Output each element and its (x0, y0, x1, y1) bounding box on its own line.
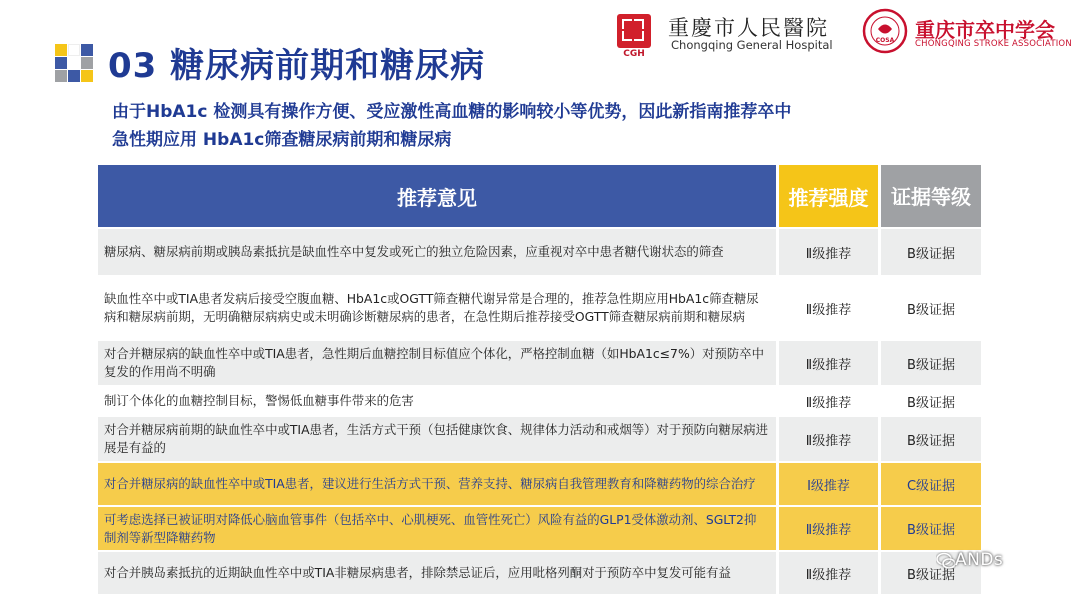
recommendation-cell: 对合并糖尿病前期的缺血性卒中或TIA患者，生活方式干预（包括健康饮食、规律体力活动和戒烟等）对于预防向糖尿病进展是有益的 (98, 417, 776, 461)
evidence-cell: B级证据 (881, 507, 981, 550)
hospital-name-cn: 重慶市人民醫院 (668, 16, 829, 40)
seal-text: COSA (875, 37, 895, 44)
header-recommendation: 推荐意见 (98, 165, 776, 227)
strength-cell: Ⅰ级推荐 (779, 463, 878, 505)
evidence-cell: B级证据 (881, 277, 981, 339)
wechat-icon (936, 552, 956, 570)
table-row (98, 341, 981, 385)
table-row (98, 552, 981, 594)
recommendation-cell: 缺血性卒中或TIA患者发病后接受空腹血糖、HbA1c或OGTT筛查糖代谢异常是合理的，推荐急性期应用HbA1c筛查糖尿病和糖尿病前期，无明确糖尿病病史或未明确诊断糖尿病的患者，在急性期后推荐接受OGTT筛查糖尿病前期和糖尿病 (98, 277, 776, 339)
table-row (98, 417, 981, 461)
evidence-cell: B级证据 (881, 341, 981, 385)
hospital-abbr: CGH (623, 49, 645, 59)
strength-cell: Ⅱ级推荐 (779, 387, 878, 415)
hospital-name-en: Chongqing General Hospital (671, 38, 833, 52)
evidence-cell: B级证据 (881, 387, 981, 415)
table-row (98, 277, 981, 339)
evidence-cell: C级证据 (881, 463, 981, 505)
recommendation-cell: 对合并糖尿病的缺血性卒中或TIA患者，急性期后血糖控制目标值应个体化，严格控制血糖（如HbA1c≤7%）对预防卒中复发的作用尚不明确 (98, 341, 776, 385)
table-row-highlighted (98, 463, 981, 505)
title-decoration (55, 44, 93, 82)
recommendation-cell: 对合并胰岛素抵抗的近期缺血性卒中或TIA非糖尿病患者，排除禁忌证后，应用吡格列酮对于预防卒中复发可能有益 (98, 552, 776, 594)
evidence-cell: B级证据 (881, 552, 981, 594)
table-row (98, 229, 981, 275)
intro-text (112, 98, 872, 154)
header-strength: 推荐强度 (779, 165, 878, 227)
evidence-cell: B级证据 (881, 229, 981, 275)
recommendation-cell: 可考虑选择已被证明对降低心脑血管事件（包括卒中、心肌梗死、血管性死亡）风险有益的GLP1受体激动剂、SGLT2抑制剂等新型降糖药物 (98, 507, 776, 550)
table-row-highlighted (98, 505, 981, 550)
strength-cell: Ⅱ级推荐 (779, 229, 878, 275)
intro-line-1: 由于HbA1c 检测具有操作方便、受应激性高血糖的影响较小等优势，因此新指南推荐卒中 (112, 102, 792, 122)
intro-line-2: 急性期应用 HbA1c筛查糖尿病前期和糖尿病 (112, 130, 452, 150)
hospital-logo-icon (617, 14, 651, 48)
association-seal-icon (862, 8, 908, 54)
recommendation-cell: 对合并糖尿病的缺血性卒中或TIA患者，建议进行生活方式干预、营养支持、糖尿病自我管理教育和降糖药物的综合治疗 (98, 463, 776, 505)
strength-cell: Ⅱ级推荐 (779, 277, 878, 339)
strength-cell: Ⅱ级推荐 (779, 417, 878, 461)
hospital-logo (617, 14, 651, 59)
table-row (98, 387, 981, 415)
association-name-en: CHONGQING STROKE ASSOCIATION (915, 39, 1072, 49)
strength-cell: Ⅱ级推荐 (779, 507, 878, 550)
recommendation-cell: 制订个体化的血糖控制目标，警惕低血糖事件带来的危害 (98, 387, 776, 415)
association-name-cn: 重庆市卒中学会 (915, 18, 1055, 42)
watermark-text: ANDs (955, 550, 1004, 570)
recommendation-cell: 糖尿病、糖尿病前期或胰岛素抵抗是缺血性卒中复发或死亡的独立危险因素，应重视对卒中患者糖代谢状态的筛查 (98, 229, 776, 275)
strength-cell: Ⅱ级推荐 (779, 552, 878, 594)
strength-cell: Ⅱ级推荐 (779, 341, 878, 385)
header-evidence: 证据等级 (881, 165, 981, 227)
slide-title: 03 糖尿病前期和糖尿病 (108, 46, 486, 86)
evidence-cell: B级证据 (881, 417, 981, 461)
